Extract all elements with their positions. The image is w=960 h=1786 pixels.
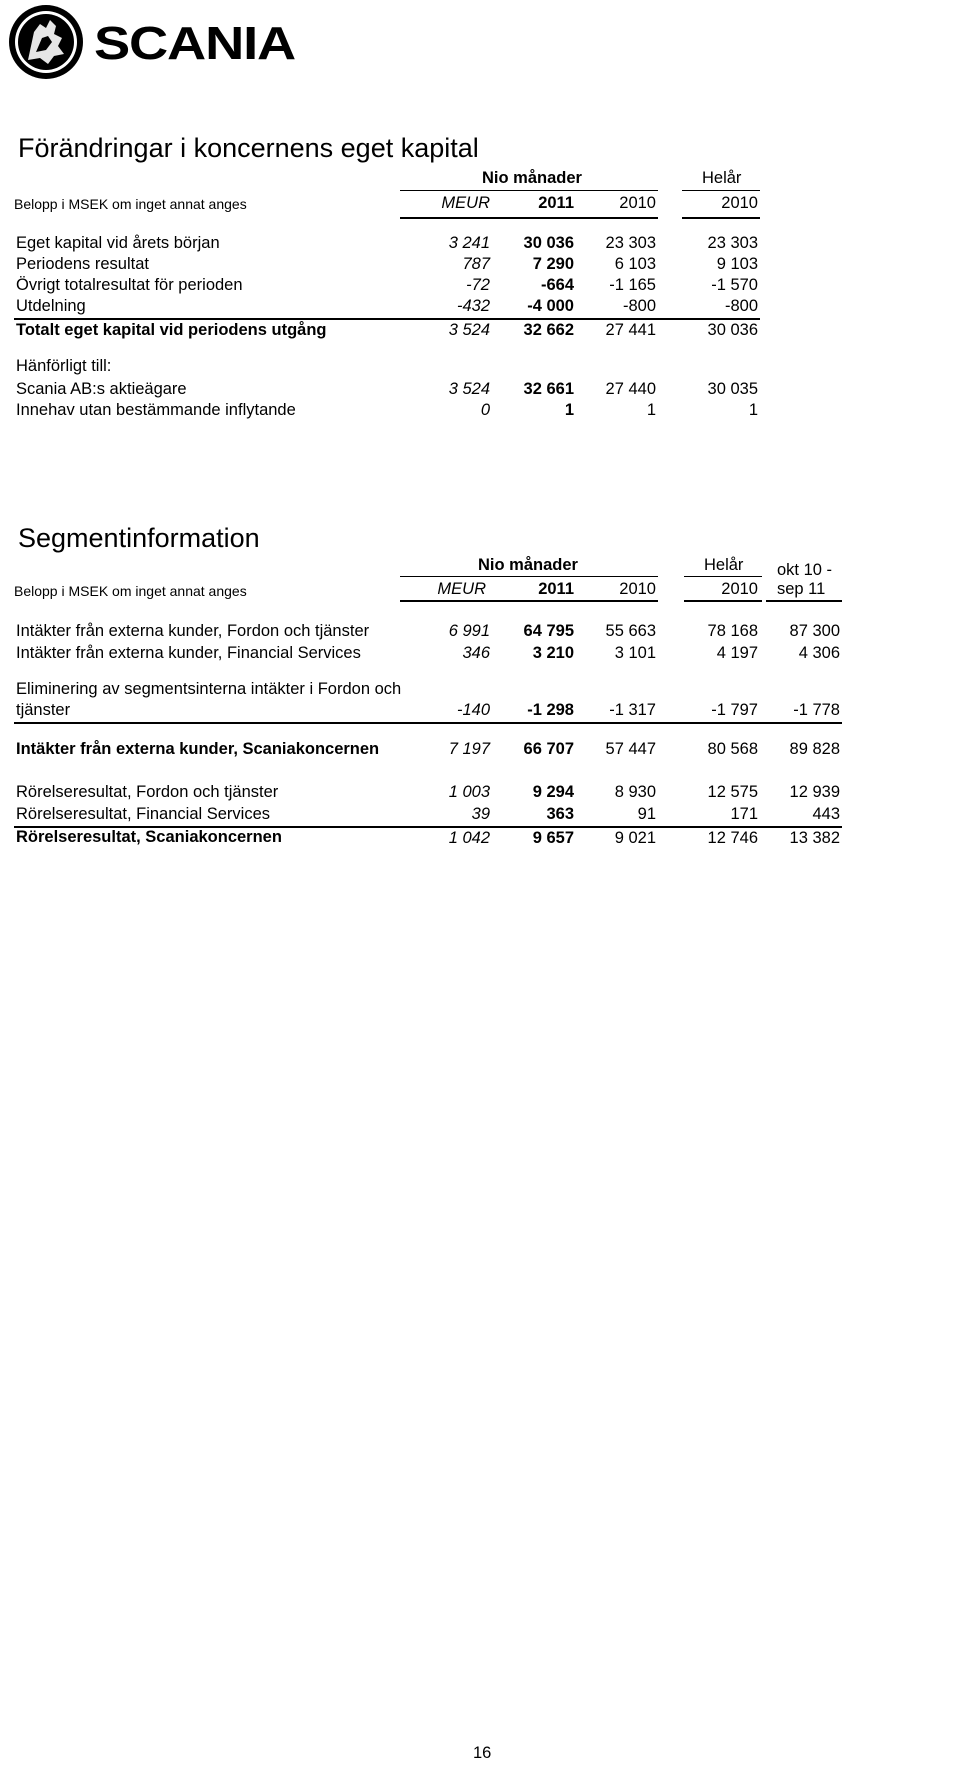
segment-cell: 171 <box>730 805 758 823</box>
equity-header-nine-months: Nio månader <box>482 169 582 187</box>
attributable-label: Hänförligt till: <box>16 357 112 375</box>
equity-col-rule-nine <box>400 217 658 219</box>
equity-cell: 27 440 <box>605 380 656 398</box>
equity-col-2011: 2011 <box>538 194 574 212</box>
equity-cell: 7 290 <box>532 255 574 273</box>
segment-row-label: Intäkter från externa kunder, Scaniakoncernen <box>16 740 380 758</box>
segment-header-rule-nine <box>400 576 658 577</box>
segment-cell: 4 197 <box>716 644 758 662</box>
equity-header-rule-full <box>682 190 760 191</box>
segment-cell: 3 210 <box>532 644 574 662</box>
equity-row-label: Eget kapital vid årets början <box>16 234 220 252</box>
segment-row-label: Rörelseresultat, Fordon och tjänster <box>16 783 279 801</box>
equity-cell: -72 <box>466 276 490 294</box>
segment-title: Segmentinformation <box>18 523 260 553</box>
equity-row-label: Utdelning <box>16 297 86 315</box>
segment-cell: 346 <box>462 644 490 662</box>
equity-cell: -800 <box>622 297 656 315</box>
segment-cell: 39 <box>471 805 490 823</box>
equity-row-label: Totalt eget kapital vid periodens utgång <box>16 321 327 339</box>
equity-cell: 30 036 <box>523 234 574 252</box>
scania-logo <box>6 2 326 82</box>
segment-cell: 80 568 <box>707 740 758 758</box>
segment-cell: 6 991 <box>448 622 490 640</box>
segment-cell: 87 300 <box>789 622 840 640</box>
equity-row-label: Innehav utan bestämmande inflytande <box>16 401 296 419</box>
segment-cell: 55 663 <box>605 622 656 640</box>
equity-title: Förändringar i koncernens eget kapital <box>18 133 479 163</box>
segment-cell: 443 <box>812 805 840 823</box>
equity-cell: -4 000 <box>527 297 574 315</box>
logo-wordmark: SCANIA <box>94 17 296 69</box>
segment-header-rule-full <box>684 576 762 577</box>
segment-cell: 64 795 <box>523 622 574 640</box>
segment-cell: 4 306 <box>798 644 840 662</box>
segment-cell: 57 447 <box>605 740 656 758</box>
segment-cell: 78 168 <box>707 622 758 640</box>
segment-cell: -1 298 <box>527 701 574 719</box>
equity-cell: 3 524 <box>448 380 490 398</box>
segment-row-label: Intäkter från externa kunder, Fordon och tjänster <box>16 622 370 640</box>
segment-cell: 1 003 <box>448 783 490 801</box>
equity-row-label: Övrigt totalresultat för perioden <box>16 276 243 294</box>
segment-row-label: Rörelseresultat, Financial Services <box>16 805 271 823</box>
equity-col-2010-full: 2010 <box>721 194 758 212</box>
segment-col-2011: 2011 <box>538 580 574 598</box>
segment-cell: -1 797 <box>711 701 758 719</box>
segment-header-rolling-1: okt 10 - <box>777 561 833 579</box>
segment-col-rule-full <box>684 600 762 602</box>
segment-unit-label: Belopp i MSEK om inget annat anges <box>14 583 247 599</box>
equity-cell: 23 303 <box>605 234 656 252</box>
segment-cell: 9 657 <box>532 829 574 847</box>
segment-cell: -1 317 <box>609 701 656 719</box>
segment-cell: 9 021 <box>614 829 656 847</box>
equity-cell: -432 <box>456 297 490 315</box>
equity-cell: 9 103 <box>716 255 758 273</box>
equity-cell: -800 <box>724 297 758 315</box>
segment-cell: 12 575 <box>707 783 758 801</box>
segment-cell: 363 <box>546 805 574 823</box>
equity-cell: 0 <box>480 401 490 419</box>
segment-cell: 1 042 <box>448 829 490 847</box>
segment-header-full-year: Helår <box>704 556 744 574</box>
segment-cell: 7 197 <box>448 740 490 758</box>
equity-cell: 1 <box>646 401 656 419</box>
equity-cell: 23 303 <box>707 234 758 252</box>
segment-col-rule-rolling <box>766 600 842 602</box>
segment-col-meur: MEUR <box>437 580 486 598</box>
segment-cell: 12 939 <box>789 783 840 801</box>
segment-header-rolling-2: sep 11 <box>777 580 826 598</box>
equity-cell: -1 165 <box>609 276 656 294</box>
equity-cell: 32 661 <box>523 380 574 398</box>
equity-cell: 32 662 <box>523 321 574 339</box>
equity-cell: 30 035 <box>707 380 758 398</box>
equity-cell: -664 <box>540 276 574 294</box>
segment-cell: 12 746 <box>707 829 758 847</box>
equity-total-rule <box>14 318 760 320</box>
equity-cell: 27 441 <box>605 321 656 339</box>
segment-row-label: Eliminering av segmentsinterna intäkter i Fordon och <box>16 680 402 698</box>
equity-cell: 3 524 <box>448 321 490 339</box>
segment-row-label: Rörelseresultat, Scaniakoncernen <box>16 828 282 846</box>
segment-col-2010: 2010 <box>619 580 656 598</box>
equity-col-rule-full <box>682 217 760 219</box>
segment-cell: 91 <box>637 805 656 823</box>
equity-row-label: Periodens resultat <box>16 255 149 273</box>
equity-header-full-year: Helår <box>702 169 742 187</box>
equity-cell: 30 036 <box>707 321 758 339</box>
segment-row-label: Intäkter från externa kunder, Financial Services <box>16 644 361 662</box>
griffin-emblem-icon <box>6 2 86 82</box>
equity-cell: -1 570 <box>711 276 758 294</box>
segment-cell: 3 101 <box>614 644 656 662</box>
equity-row-label: Scania AB:s aktieägare <box>16 380 187 398</box>
equity-unit-label: Belopp i MSEK om inget annat anges <box>14 196 247 212</box>
equity-cell: 3 241 <box>448 234 490 252</box>
segment-subtotal-rule <box>14 722 842 724</box>
equity-cell: 787 <box>462 255 490 273</box>
equity-cell: 6 103 <box>614 255 656 273</box>
equity-header-rule-nine <box>400 190 658 191</box>
segment-cell: 9 294 <box>532 783 574 801</box>
equity-cell: 1 <box>564 401 574 419</box>
segment-cell: -1 778 <box>793 701 840 719</box>
page-number: 16 <box>473 1744 492 1762</box>
segment-row-label-cont: tjänster <box>16 701 71 719</box>
segment-cell: 8 930 <box>614 783 656 801</box>
equity-col-meur: MEUR <box>441 194 490 212</box>
segment-cell: 89 828 <box>789 740 840 758</box>
segment-header-nine-months: Nio månader <box>478 556 578 574</box>
segment-col-rule-nine <box>400 600 658 602</box>
equity-col-2010: 2010 <box>619 194 656 212</box>
segment-cell: -140 <box>456 701 490 719</box>
equity-cell: 1 <box>748 401 758 419</box>
segment-cell: 66 707 <box>523 740 574 758</box>
segment-cell: 13 382 <box>789 829 840 847</box>
segment-col-2010-full: 2010 <box>721 580 758 598</box>
